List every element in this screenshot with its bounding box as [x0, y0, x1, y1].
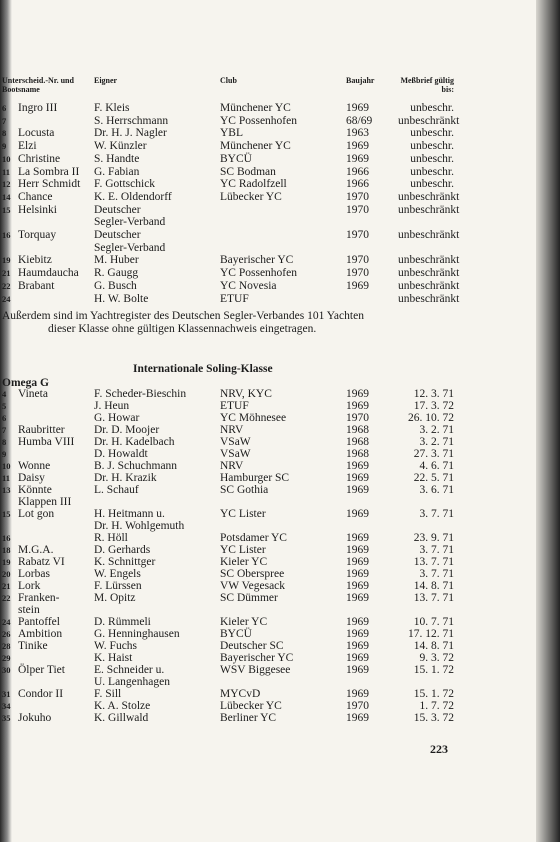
certificate-validity: unbeschr.: [410, 127, 454, 140]
owner-name: H. W. Bolte: [94, 292, 149, 305]
certificate-validity: 17. 12. 71: [408, 628, 454, 640]
boat-name: Ölper Tiet: [18, 664, 65, 676]
certificate-validity: unbeschr.: [410, 165, 454, 178]
certificate-validity: 3. 6. 71: [419, 484, 454, 496]
boat-name: Pantoffel: [18, 616, 60, 628]
build-year: 1969: [346, 484, 369, 496]
club-name: YC Radolfzell: [220, 178, 287, 191]
boat-name: Klappen III: [18, 496, 72, 508]
certificate-validity: 3. 2. 71: [419, 424, 454, 436]
build-year: 1963: [346, 127, 369, 140]
boat-name: Chance: [18, 190, 53, 203]
build-year: 1969: [346, 616, 369, 628]
club-name: BYCÜ: [220, 152, 252, 165]
build-year: 1969: [346, 580, 369, 592]
boat-number: 21: [2, 268, 11, 279]
boat-number: 35: [2, 713, 11, 723]
header-certificate: Meßbrief gültig bis:: [400, 76, 454, 94]
boat-number: 11: [2, 473, 11, 483]
boat-number: 8: [2, 437, 7, 447]
club-name: Bayerischer YC: [220, 254, 294, 267]
owner-name: Dr. H. J. Nagler: [94, 127, 167, 140]
build-year: 1968: [346, 448, 369, 460]
club-name: YBL: [220, 127, 243, 140]
boat-name: Könnte: [18, 484, 52, 496]
certificate-validity: 3. 7. 71: [419, 544, 454, 556]
owner-name: K. E. Oldendorff: [94, 190, 172, 203]
boat-name: Haumdaucha: [18, 267, 79, 280]
boat-name: Franken-: [18, 592, 60, 604]
boat-number: 29: [2, 653, 11, 663]
certificate-validity: unbeschr.: [410, 178, 454, 191]
build-year: 1969: [346, 152, 369, 165]
owner-name: B. J. Schuchmann: [94, 460, 178, 472]
certificate-validity: 27. 3. 71: [413, 448, 454, 460]
boat-name: Christine: [18, 152, 61, 165]
certificate-validity: unbeschränkt: [398, 279, 460, 292]
certificate-validity: 14. 8. 71: [413, 580, 454, 592]
owner-name: F. Scheder-Bieschin: [94, 388, 187, 400]
boat-number: 24: [2, 617, 11, 627]
boat-number: 19: [2, 557, 11, 567]
boat-number: 22: [2, 280, 11, 291]
owner-name: R. Gaugg: [94, 267, 139, 280]
owner-name: K. A. Stolze: [94, 700, 151, 712]
certificate-validity: 15. 3. 72: [413, 712, 454, 724]
boat-name: Condor II: [18, 688, 64, 700]
boat-name: Brabant: [18, 279, 55, 292]
certificate-validity: 13. 7. 71: [413, 592, 454, 604]
boat-name: Daisy: [18, 472, 45, 484]
boat-number: 14: [2, 191, 11, 202]
certificate-validity: unbeschränkt: [398, 114, 460, 127]
club-name: VSaW: [220, 448, 251, 460]
owner-name: G. Howar: [94, 412, 140, 424]
owner-name: F. Lürssen: [94, 580, 142, 592]
build-year: 1970: [346, 254, 369, 267]
boat-name: Rabatz VI: [18, 556, 65, 568]
owner-name: Deutscher: [94, 229, 141, 241]
certificate-validity: 3. 2. 71: [419, 436, 454, 448]
build-year: 1969: [346, 472, 369, 484]
build-year: 1969: [346, 592, 369, 604]
certificate-validity: unbeschränkt: [398, 190, 460, 203]
owner-name: E. Schneider u.: [94, 664, 165, 676]
boat-name: Ambition: [18, 628, 63, 640]
boat-number: 28: [2, 641, 11, 651]
class-label: Omega G: [2, 377, 49, 389]
owner-name: U. Langenhagen: [94, 676, 170, 688]
build-year: 1969: [346, 544, 369, 556]
boat-name: Helsinki: [18, 203, 57, 216]
club-name: ETUF: [220, 400, 249, 412]
club-name: YC Lister: [220, 508, 266, 520]
club-name: SC Gothia: [220, 484, 269, 496]
owner-name: W. Engels: [94, 568, 141, 580]
owner-name: Segler-Verband: [94, 216, 166, 229]
build-year: 1969: [346, 628, 369, 640]
build-year: 1969: [346, 460, 369, 472]
certificate-validity: unbeschränkt: [398, 267, 460, 280]
club-name: YC Lister: [220, 544, 266, 556]
boat-number: 30: [2, 665, 11, 675]
certificate-validity: 26. 10. 72: [408, 412, 454, 424]
club-name: NRV: [220, 460, 244, 472]
boat-number: 15: [2, 204, 11, 215]
build-year: 68/69: [346, 114, 373, 127]
owner-name: D. Rümmeli: [94, 616, 151, 628]
section-title: Internationale Soling-Klasse: [133, 363, 273, 375]
build-year: 1970: [346, 700, 369, 712]
build-year: 1969: [346, 400, 369, 412]
club-name: Münchener YC: [220, 140, 291, 153]
boat-number: 31: [2, 689, 11, 699]
boat-number: 7: [2, 115, 7, 126]
boat-name: La Sombra II: [18, 165, 80, 178]
owner-name: Deutscher: [94, 203, 141, 216]
owner-name: S. Handte: [94, 152, 140, 165]
boat-name: Humba VIII: [18, 436, 75, 448]
header-owner: Eigner: [94, 76, 118, 85]
owner-name: L. Schauf: [94, 484, 139, 496]
owner-name: Segler-Verband: [94, 241, 166, 254]
certificate-validity: unbeschr.: [410, 102, 454, 114]
boat-number: 12: [2, 179, 11, 190]
build-year: 1969: [346, 532, 369, 544]
club-name: SC Oberspree: [220, 568, 285, 580]
boat-name: Ingro III: [18, 102, 58, 114]
build-year: 1969: [346, 279, 369, 292]
boat-number: 22: [2, 593, 11, 603]
boat-number: 26: [2, 629, 11, 639]
certificate-validity: 22. 5. 71: [413, 472, 454, 484]
certificate-validity: unbeschränkt: [398, 254, 460, 267]
owner-name: Dr. H. Krazik: [94, 472, 157, 484]
certificate-validity: 10. 7. 71: [413, 616, 454, 628]
build-year: 1970: [346, 412, 369, 424]
certificate-validity: 3. 7. 71: [419, 568, 454, 580]
boat-name: Vineta: [18, 388, 48, 400]
owner-name: Dr. D. Moojer: [94, 424, 160, 436]
boat-name: Tinike: [18, 640, 48, 652]
club-name: Berliner YC: [220, 712, 277, 724]
club-name: NRV, KYC: [220, 388, 272, 400]
boat-name: stein: [18, 604, 40, 616]
boat-name: Locusta: [18, 127, 55, 140]
build-year: 1970: [346, 267, 369, 280]
certificate-validity: 14. 8. 71: [413, 640, 454, 652]
owner-name: Dr. H. Wohlgemuth: [94, 520, 185, 532]
certificate-validity: 15. 1. 72: [413, 688, 454, 700]
certificate-validity: 15. 1. 72: [413, 664, 454, 676]
club-name: Potsdamer YC: [220, 532, 287, 544]
build-year: 1969: [346, 664, 369, 676]
club-name: SC Bodman: [220, 165, 276, 178]
club-name: Lübecker YC: [220, 190, 282, 203]
build-year: 1969: [346, 640, 369, 652]
boat-number: 9: [2, 449, 7, 459]
build-year: 1969: [346, 712, 369, 724]
header-club: Club: [220, 76, 237, 85]
build-year: 1968: [346, 424, 369, 436]
register-note-line1: Außerdem sind im Yachtregister des Deutschen Segler-Verbandes 101 Yachten: [2, 310, 364, 322]
build-year: 1970: [346, 229, 369, 241]
boat-name: Lork: [18, 580, 41, 592]
boat-name: Wonne: [18, 460, 51, 472]
boat-name: M.G.A.: [18, 544, 54, 556]
certificate-validity: unbeschränkt: [398, 292, 460, 305]
boat-name: Elzi: [18, 140, 37, 153]
build-year: 1966: [346, 165, 369, 178]
boat-number: 13: [2, 485, 11, 495]
owner-name: F. Sill: [94, 688, 122, 700]
boat-number: 10: [2, 153, 11, 164]
boat-name: Lot gon: [18, 508, 55, 520]
club-name: WSV Biggesee: [220, 664, 291, 676]
boat-number: 7: [2, 425, 7, 435]
club-name: Bayerischer YC: [220, 652, 294, 664]
build-year: 1970: [346, 190, 369, 203]
certificate-validity: unbeschr.: [410, 152, 454, 165]
club-name: YC Novesia: [220, 279, 277, 292]
certificate-validity: 13. 7. 71: [413, 556, 454, 568]
certificate-validity: 9. 3. 72: [419, 652, 454, 664]
club-name: Hamburger SC: [220, 472, 290, 484]
build-year: 1969: [346, 388, 369, 400]
build-year: 1968: [346, 436, 369, 448]
boat-name: Torquay: [18, 229, 57, 241]
register-note-line2: dieser Klasse ohne gültigen Klassennachweis eingetragen.: [48, 323, 317, 335]
page-edge-shadow: [536, 0, 560, 842]
owner-name: R. Höll: [94, 532, 128, 544]
owner-name: G. Fabian: [94, 165, 140, 178]
owner-name: D. Howaldt: [94, 448, 148, 460]
club-name: Kieler YC: [220, 616, 268, 628]
header-boat-number: Unterscheid.-Nr. und Bootsname: [2, 76, 74, 94]
boat-number: 15: [2, 509, 11, 519]
boat-name: Kiebitz: [18, 254, 52, 267]
club-name: VW Vegesack: [220, 580, 286, 592]
club-name: Lübecker YC: [220, 700, 282, 712]
owner-name: S. Herrschmann: [94, 114, 169, 127]
club-name: MYCvD: [220, 688, 261, 700]
build-year: 1969: [346, 508, 369, 520]
build-year: 1970: [346, 203, 369, 216]
boat-number: 16: [2, 230, 11, 240]
build-year: 1969: [346, 102, 369, 114]
owner-name: Dr. H. Kadelbach: [94, 436, 175, 448]
certificate-validity: 1. 7. 72: [419, 700, 454, 712]
club-name: YC Möhnesee: [220, 412, 287, 424]
owner-name: D. Gerhards: [94, 544, 151, 556]
certificate-validity: unbeschr.: [410, 140, 454, 153]
boat-name: Raubritter: [18, 424, 65, 436]
owner-name: H. Heitmann u.: [94, 508, 165, 520]
page-number: 223: [430, 742, 448, 756]
boat-number: 34: [2, 701, 11, 711]
boat-number: 6: [2, 103, 7, 113]
build-year: 1966: [346, 178, 369, 191]
owner-name: M. Opitz: [94, 592, 136, 604]
boat-name: Jokuho: [18, 712, 52, 724]
boat-name: Herr Schmidt: [18, 178, 81, 191]
owner-name: K. Schnittger: [94, 556, 156, 568]
owner-name: W. Fuchs: [94, 640, 138, 652]
boat-number: 18: [2, 545, 11, 555]
certificate-validity: unbeschränkt: [398, 203, 460, 216]
owner-name: J. Heun: [94, 400, 130, 412]
boat-number: 4: [2, 389, 7, 399]
club-name: NRV: [220, 424, 244, 436]
certificate-validity: 4. 6. 71: [419, 460, 454, 472]
boat-number: 16: [2, 533, 11, 543]
owner-name: W. Künzler: [94, 140, 147, 153]
build-year: 1969: [346, 652, 369, 664]
certificate-validity: 23. 9. 71: [413, 532, 454, 544]
boat-number: 20: [2, 569, 11, 579]
club-name: BYCÜ: [220, 628, 252, 640]
certificate-validity: unbeschränkt: [398, 229, 460, 241]
club-name: Deutscher SC: [220, 640, 284, 652]
club-name: YC Possenhofen: [220, 267, 297, 280]
build-year: 1969: [346, 688, 369, 700]
owner-name: F. Kleis: [94, 102, 130, 114]
build-year: 1969: [346, 140, 369, 153]
owner-name: G. Busch: [94, 279, 137, 292]
club-name: VSaW: [220, 436, 251, 448]
club-name: Kieler YC: [220, 556, 268, 568]
boat-number: 8: [2, 128, 7, 139]
boat-number: 24: [2, 293, 11, 304]
certificate-validity: 12. 3. 71: [413, 388, 454, 400]
owner-name: K. Haist: [94, 652, 133, 664]
build-year: 1969: [346, 556, 369, 568]
boat-number: 9: [2, 141, 7, 152]
club-name: SC Dümmer: [220, 592, 278, 604]
certificate-validity: 17. 3. 72: [413, 400, 454, 412]
owner-name: G. Henninghausen: [94, 628, 180, 640]
boat-number: 21: [2, 581, 11, 591]
build-year: 1969: [346, 568, 369, 580]
certificate-validity: 3. 7. 71: [419, 508, 454, 520]
club-name: ETUF: [220, 292, 249, 305]
owner-name: F. Gottschick: [94, 178, 156, 191]
boat-name: Lorbas: [18, 568, 50, 580]
header-year: Baujahr: [346, 76, 375, 85]
club-name: YC Possenhofen: [220, 114, 297, 127]
boat-number: 19: [2, 255, 11, 266]
boat-number: 11: [2, 166, 11, 177]
boat-number: 10: [2, 461, 11, 471]
boat-number: 5: [2, 401, 7, 411]
owner-name: K. Gillwald: [94, 712, 149, 724]
owner-name: M. Huber: [94, 254, 139, 267]
club-name: Münchener YC: [220, 102, 291, 114]
boat-number: 6: [2, 413, 7, 423]
